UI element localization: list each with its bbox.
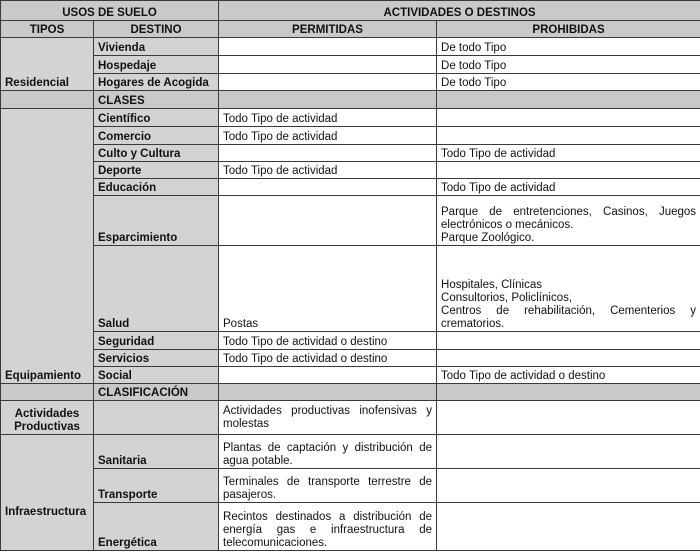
prohibidas-hogares: De todo Tipo (437, 74, 700, 91)
permitidas-energetica: Recintos destinados a distribución de energía gas e infraestructura de telecomunicaciones. (219, 503, 437, 551)
permitidas-seguridad: Todo Tipo de actividad o destino (219, 332, 437, 350)
clasificacion-blank-3 (437, 384, 700, 401)
permitidas-esparcimiento (219, 196, 437, 246)
destino-salud: Salud (94, 246, 219, 332)
prohibidas-culto: Todo Tipo de actividad (437, 145, 700, 162)
prohibidas-educacion: Todo Tipo de actividad (437, 179, 700, 196)
header-tipos: TIPOS (1, 21, 94, 38)
prohibidas-comercio (437, 127, 700, 145)
prohibidas-cientifico (437, 109, 700, 127)
clasificacion-label: CLASIFICACIÓN (94, 384, 219, 401)
destino-sanitaria: Sanitaria (94, 435, 219, 469)
header-permitidas: PERMITIDAS (219, 21, 437, 38)
destino-comercio: Comercio (94, 127, 219, 145)
header-actividades: ACTIVIDADES O DESTINOS (219, 1, 700, 21)
prohibidas-deporte (437, 162, 700, 179)
destino-vivienda: Vivienda (94, 38, 219, 56)
prohibidas-actividades-productivas (437, 401, 700, 435)
header-usos-de-suelo: USOS DE SUELO (1, 1, 219, 21)
permitidas-vivienda (219, 38, 437, 56)
destino-cientifico: Científico (94, 109, 219, 127)
destino-energetica: Energética (94, 503, 219, 551)
clasificacion-blank-2 (219, 384, 437, 401)
prohibidas-salud: Hospitales, Clínicas Consultorios, Policlínicos, Centros de rehabilitación, Cementerios y crematorios. (437, 246, 700, 332)
destino-hogares: Hogares de Acogida (94, 74, 219, 91)
permitidas-salud: Postas (219, 246, 437, 332)
destino-esparcimiento: Esparcimiento (94, 196, 219, 246)
destino-seguridad: Seguridad (94, 332, 219, 350)
tipo-infraestructura: Infraestructura (1, 435, 94, 551)
header-destino: DESTINO (94, 21, 219, 38)
clasificacion-blank (1, 384, 94, 401)
prohibidas-sanitaria (437, 435, 700, 469)
destino-deporte: Deporte (94, 162, 219, 179)
prohibidas-energetica (437, 503, 700, 551)
permitidas-social (219, 367, 437, 384)
prohibidas-servicios (437, 350, 700, 367)
tipo-actividades-productivas: Actividades Productivas (1, 401, 94, 435)
prohibidas-social: Todo Tipo de actividad o destino (437, 367, 700, 384)
prohibidas-hospedaje: De todo Tipo (437, 56, 700, 74)
permitidas-cientifico: Todo Tipo de actividad (219, 109, 437, 127)
permitidas-comercio: Todo Tipo de actividad (219, 127, 437, 145)
destino-servicios: Servicios (94, 350, 219, 367)
prohibidas-transporte (437, 469, 700, 503)
tipo-residencial: Residencial (1, 38, 94, 91)
permitidas-hospedaje (219, 56, 437, 74)
clases-label: CLASES (94, 91, 219, 109)
destino-actividades-productivas (94, 401, 219, 435)
clases-blank (1, 91, 94, 109)
permitidas-hogares (219, 74, 437, 91)
destino-educacion: Educación (94, 179, 219, 196)
tipo-equipamiento: Equipamiento (1, 109, 94, 384)
clases-blank-3 (437, 91, 700, 109)
destino-hospedaje: Hospedaje (94, 56, 219, 74)
destino-transporte: Transporte (94, 469, 219, 503)
permitidas-actividades-productivas: Actividades productivas inofensivas y molestas (219, 401, 437, 435)
permitidas-deporte: Todo Tipo de actividad (219, 162, 437, 179)
permitidas-educacion (219, 179, 437, 196)
prohibidas-vivienda: De todo Tipo (437, 38, 700, 56)
destino-social: Social (94, 367, 219, 384)
permitidas-transporte: Terminales de transporte terrestre de pasajeros. (219, 469, 437, 503)
permitidas-servicios: Todo Tipo de actividad o destino (219, 350, 437, 367)
prohibidas-seguridad (437, 332, 700, 350)
prohibidas-esparcimiento: Parque de entretenciones, Casinos, Juegos electrónicos o mecánicos. Parque Zoológico. (437, 196, 700, 246)
permitidas-culto (219, 145, 437, 162)
clases-blank-2 (219, 91, 437, 109)
permitidas-sanitaria: Plantas de captación y distribución de agua potable. (219, 435, 437, 469)
header-prohibidas: PROHIBIDAS (437, 21, 700, 38)
destino-culto: Culto y Cultura (94, 145, 219, 162)
